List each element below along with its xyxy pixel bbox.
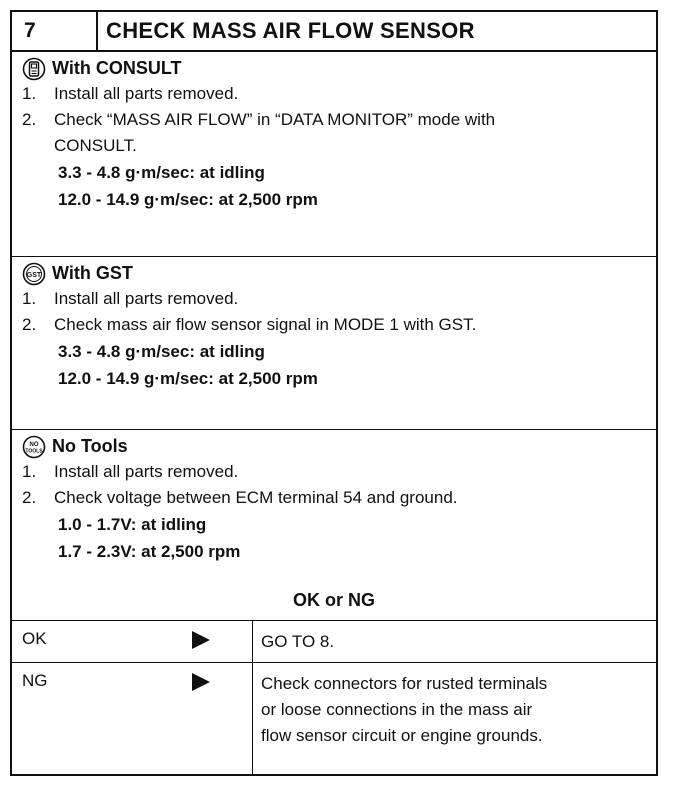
result-row-ok: [12, 621, 656, 663]
arrow-right-icon: [192, 673, 210, 691]
consult-heading-row: [22, 56, 648, 81]
svg-text:GST: GST: [26, 271, 42, 279]
gst-section: [12, 257, 656, 430]
gst-spec-idle: 3.3 - 4.8 g·m/sec: at idling: [58, 342, 265, 361]
diagnostic-step-sheet: [10, 10, 658, 776]
gst-spec-2500: 12.0 - 14.9 g·m/sec: at 2,500 rpm: [58, 369, 318, 388]
svg-text:TOOLS: TOOLS: [25, 448, 43, 454]
no-tools-heading: No Tools: [52, 436, 128, 456]
ng-action-line-1: Check connectors for rusted terminals: [261, 674, 548, 693]
gst-step-2: 2. Check mass air flow sensor signal in MODE 1 with GST.: [22, 315, 477, 334]
consult-step-2-cont: CONSULT.: [54, 136, 137, 155]
ng-action-line-2: or loose connections in the mass air: [261, 700, 533, 719]
result-action-ng: [252, 663, 656, 774]
gst-heading-row: [22, 261, 648, 286]
svg-text:NO: NO: [29, 441, 39, 448]
step-header: [12, 12, 656, 52]
result-label-ok: OK: [22, 629, 47, 648]
result-action-ok: GO TO 8.: [252, 621, 656, 662]
no-tools-heading-row: [22, 434, 648, 459]
consult-spec-2500: 12.0 - 14.9 g·m/sec: at 2,500 rpm: [58, 190, 318, 209]
result-row-ng: [12, 663, 656, 774]
no-tools-section: [12, 430, 656, 583]
step-number: 7: [12, 12, 98, 50]
no-tools-spec-idle: 1.0 - 1.7V: at idling: [58, 515, 207, 534]
consult-icon: [22, 57, 46, 81]
gst-icon: [22, 262, 46, 286]
arrow-right-icon: [192, 631, 210, 649]
step-title: CHECK MASS AIR FLOW SENSOR: [106, 18, 475, 43]
ng-action-line-3: flow sensor circuit or engine grounds.: [261, 726, 543, 745]
consult-heading: With CONSULT: [52, 58, 182, 78]
gst-step-1: 1. Install all parts removed.: [22, 289, 239, 308]
consult-spec-idle: 3.3 - 4.8 g·m/sec: at idling: [58, 163, 265, 182]
consult-step-1: 1. Install all parts removed.: [22, 84, 239, 103]
no-tools-spec-2500: 1.7 - 2.3V: at 2,500 rpm: [58, 542, 241, 561]
no-tools-icon: [22, 435, 46, 459]
consult-section: [12, 52, 656, 257]
consult-step-2: 2. Check “MASS AIR FLOW” in “DATA MONITOR” mode with: [22, 110, 496, 129]
ok-or-ng-heading: OK or NG: [12, 583, 656, 621]
result-label-ng: NG: [22, 671, 48, 690]
no-tools-step-1: 1. Install all parts removed.: [22, 462, 239, 481]
no-tools-step-2: 2. Check voltage between ECM terminal 54 and ground.: [22, 488, 458, 507]
gst-heading: With GST: [52, 263, 133, 283]
